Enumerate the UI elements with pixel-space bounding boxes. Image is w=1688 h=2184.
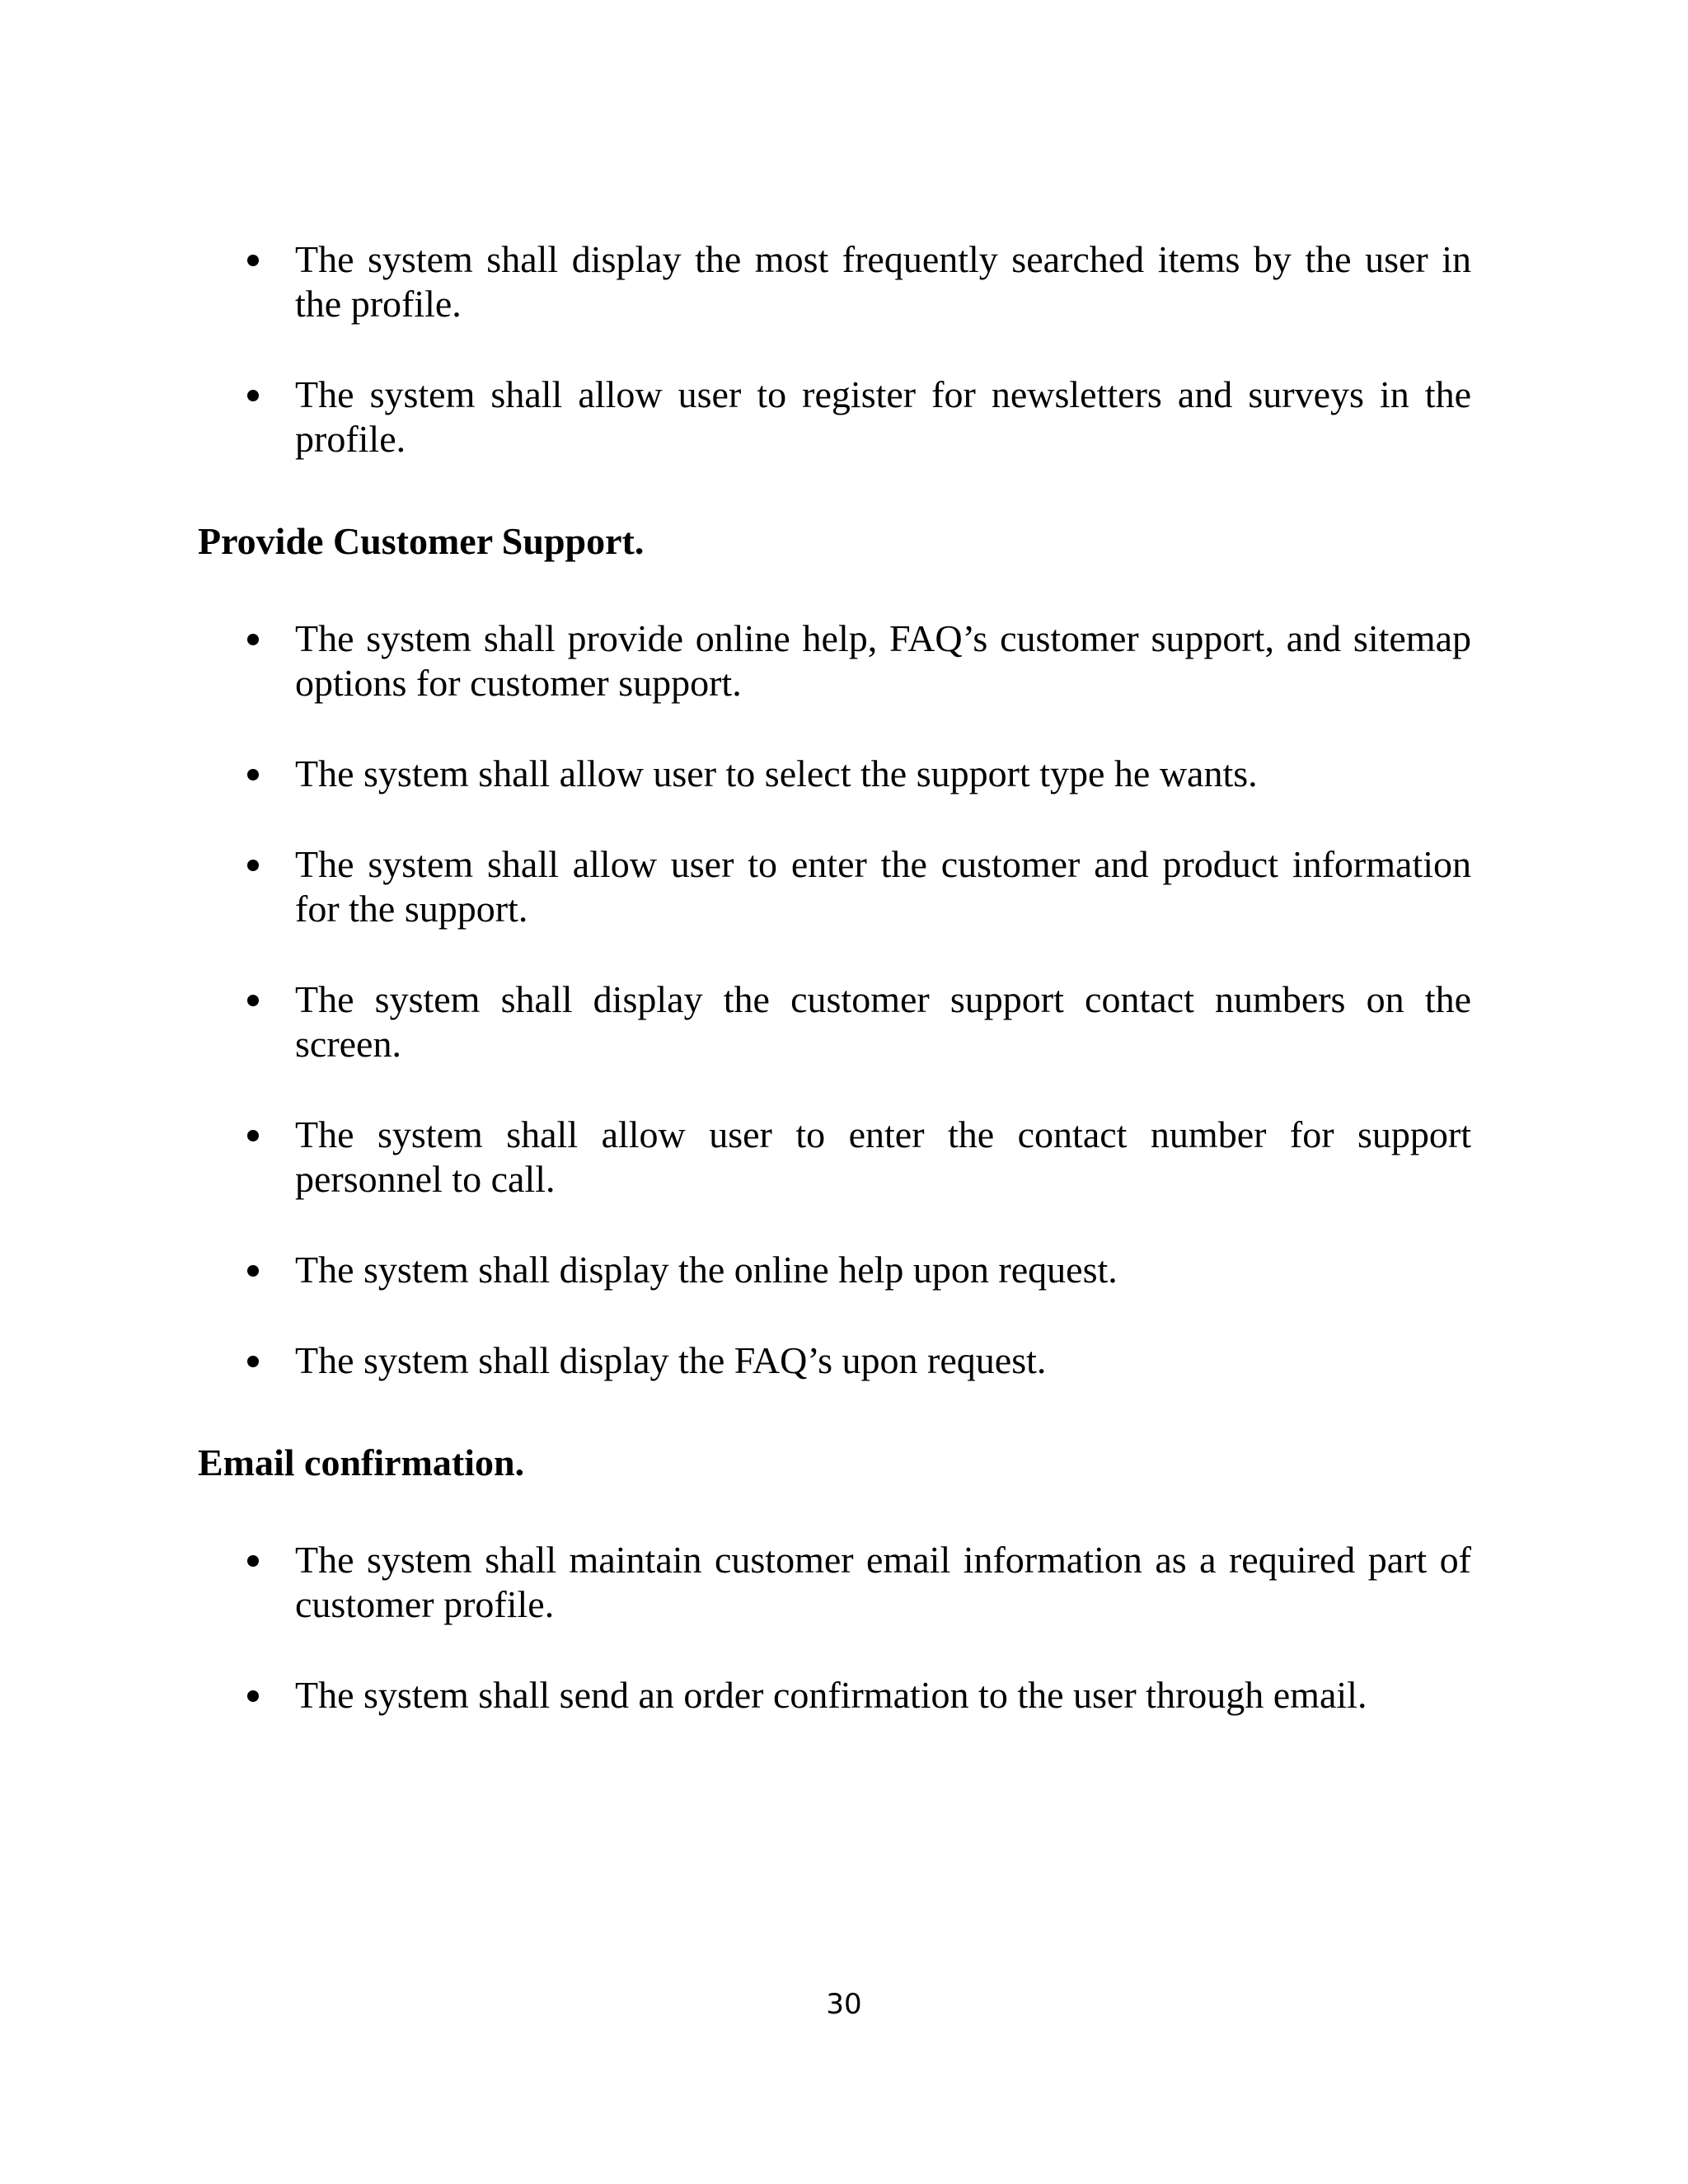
list-item-text: The system shall maintain customer email information as a required part of customer profile.: [295, 1539, 1471, 1625]
list-item-text: The system shall provide online help, FAQ’s customer support, and sitemap options for customer support.: [295, 617, 1471, 704]
page-number: 30: [826, 1988, 862, 2021]
intro-bullet-list: [198, 237, 1471, 462]
list-item: [198, 752, 1471, 796]
list-item-text: The system shall allow user to select the support type he wants.: [295, 752, 1258, 794]
list-item-text: The system shall display the online help upon request.: [295, 1249, 1118, 1291]
list-item: [198, 842, 1471, 931]
list-item-text: The system shall allow user to register for newsletters and surveys in the profile.: [295, 373, 1471, 460]
bullet-icon: [247, 1265, 259, 1277]
bullet-icon: [247, 634, 259, 645]
bullet-icon: [247, 255, 259, 266]
email-confirmation-bullet-list: [198, 1538, 1471, 1718]
section-heading-email-confirmation: Email confirmation.: [198, 1441, 525, 1483]
page-content: [198, 237, 1471, 1718]
bullet-icon: [247, 390, 259, 401]
list-item-text: The system shall allow user to enter the contact number for support personnel to call.: [295, 1113, 1471, 1200]
bullet-icon: [247, 1555, 259, 1567]
list-item: [198, 373, 1471, 462]
bullet-icon: [247, 995, 259, 1006]
customer-support-bullet-list: [198, 616, 1471, 1383]
list-item-text: The system shall allow user to enter the customer and product information for the support.: [295, 843, 1471, 930]
bullet-icon: [247, 1356, 259, 1367]
list-item-text: The system shall display the FAQ’s upon request.: [295, 1339, 1047, 1381]
list-item-text: The system shall display the customer support contact numbers on the screen.: [295, 978, 1471, 1065]
list-item: [198, 616, 1471, 705]
bullet-icon: [247, 1130, 259, 1141]
list-item: [198, 1248, 1471, 1292]
list-item: [198, 1113, 1471, 1202]
list-item: [198, 977, 1471, 1066]
bullet-icon: [247, 860, 259, 871]
list-item: [198, 1673, 1471, 1718]
section-heading-customer-support: Provide Customer Support.: [198, 520, 645, 562]
list-item-text: The system shall display the most frequently searched items by the user in the profile.: [295, 238, 1471, 325]
list-item: [198, 1538, 1471, 1627]
list-item-text: The system shall send an order confirmation to the user through email.: [295, 1674, 1367, 1716]
list-item: [198, 1338, 1471, 1383]
bullet-icon: [247, 769, 259, 780]
bullet-icon: [247, 1690, 259, 1702]
list-item: [198, 237, 1471, 326]
